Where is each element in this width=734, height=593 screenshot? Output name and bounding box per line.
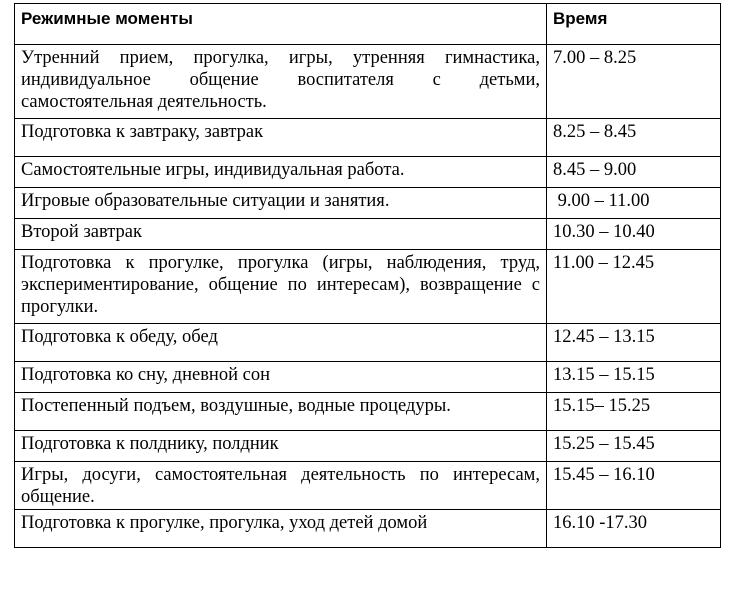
row-activity: Самостоятельные игры, индивидуальная работа.	[15, 157, 547, 188]
row-activity: Подготовка к полднику, полдник	[15, 431, 547, 462]
table-row	[15, 219, 721, 250]
table-row	[15, 157, 721, 188]
row-time: 8.45 – 9.00	[547, 157, 721, 188]
header-activity: Режимные моменты	[15, 4, 547, 45]
row-activity: Подготовка ко сну, дневной сон	[15, 362, 547, 393]
table-row	[15, 324, 721, 362]
table-header-row	[15, 4, 721, 45]
schedule-table	[14, 3, 721, 548]
row-time: 16.10 -17.30	[547, 510, 721, 548]
row-time: 15.15– 15.25	[547, 393, 721, 431]
row-time: 11.00 – 12.45	[547, 250, 721, 324]
table-row	[15, 510, 721, 548]
row-activity: Постепенный подъем, воздушные, водные процедуры.	[15, 393, 547, 431]
row-time: 15.45 – 16.10	[547, 462, 721, 510]
row-time: 9.00 – 11.00	[547, 188, 721, 219]
row-activity: Подготовка к обеду, обед	[15, 324, 547, 362]
row-activity: Второй завтрак	[15, 219, 547, 250]
table-row	[15, 431, 721, 462]
table-row	[15, 462, 721, 510]
row-time: 12.45 – 13.15	[547, 324, 721, 362]
row-activity: Утренний прием, прогулка, игры, утренняя гимнастика, индивидуальное общение воспитателя с детьми, самостоятельная деятельность.	[15, 45, 547, 119]
row-activity: Игровые образовательные ситуации и занятия.	[15, 188, 547, 219]
row-activity: Игры, досуги, самостоятельная деятельность по интересам, общение.	[15, 462, 547, 510]
row-activity: Подготовка к прогулке, прогулка, уход детей домой	[15, 510, 547, 548]
row-activity: Подготовка к завтраку, завтрак	[15, 119, 547, 157]
table-row	[15, 119, 721, 157]
row-time: 10.30 – 10.40	[547, 219, 721, 250]
header-time: Время	[547, 4, 721, 45]
row-time: 13.15 – 15.15	[547, 362, 721, 393]
row-activity: Подготовка к прогулке, прогулка (игры, наблюдения, труд, экспериментирование, общение по интересам), возвращение с прогулки.	[15, 250, 547, 324]
row-time: 7.00 – 8.25	[547, 45, 721, 119]
row-time: 15.25 – 15.45	[547, 431, 721, 462]
table-row	[15, 45, 721, 119]
table-row	[15, 362, 721, 393]
table-row	[15, 250, 721, 324]
table-row	[15, 188, 721, 219]
table-row	[15, 393, 721, 431]
row-time: 8.25 – 8.45	[547, 119, 721, 157]
